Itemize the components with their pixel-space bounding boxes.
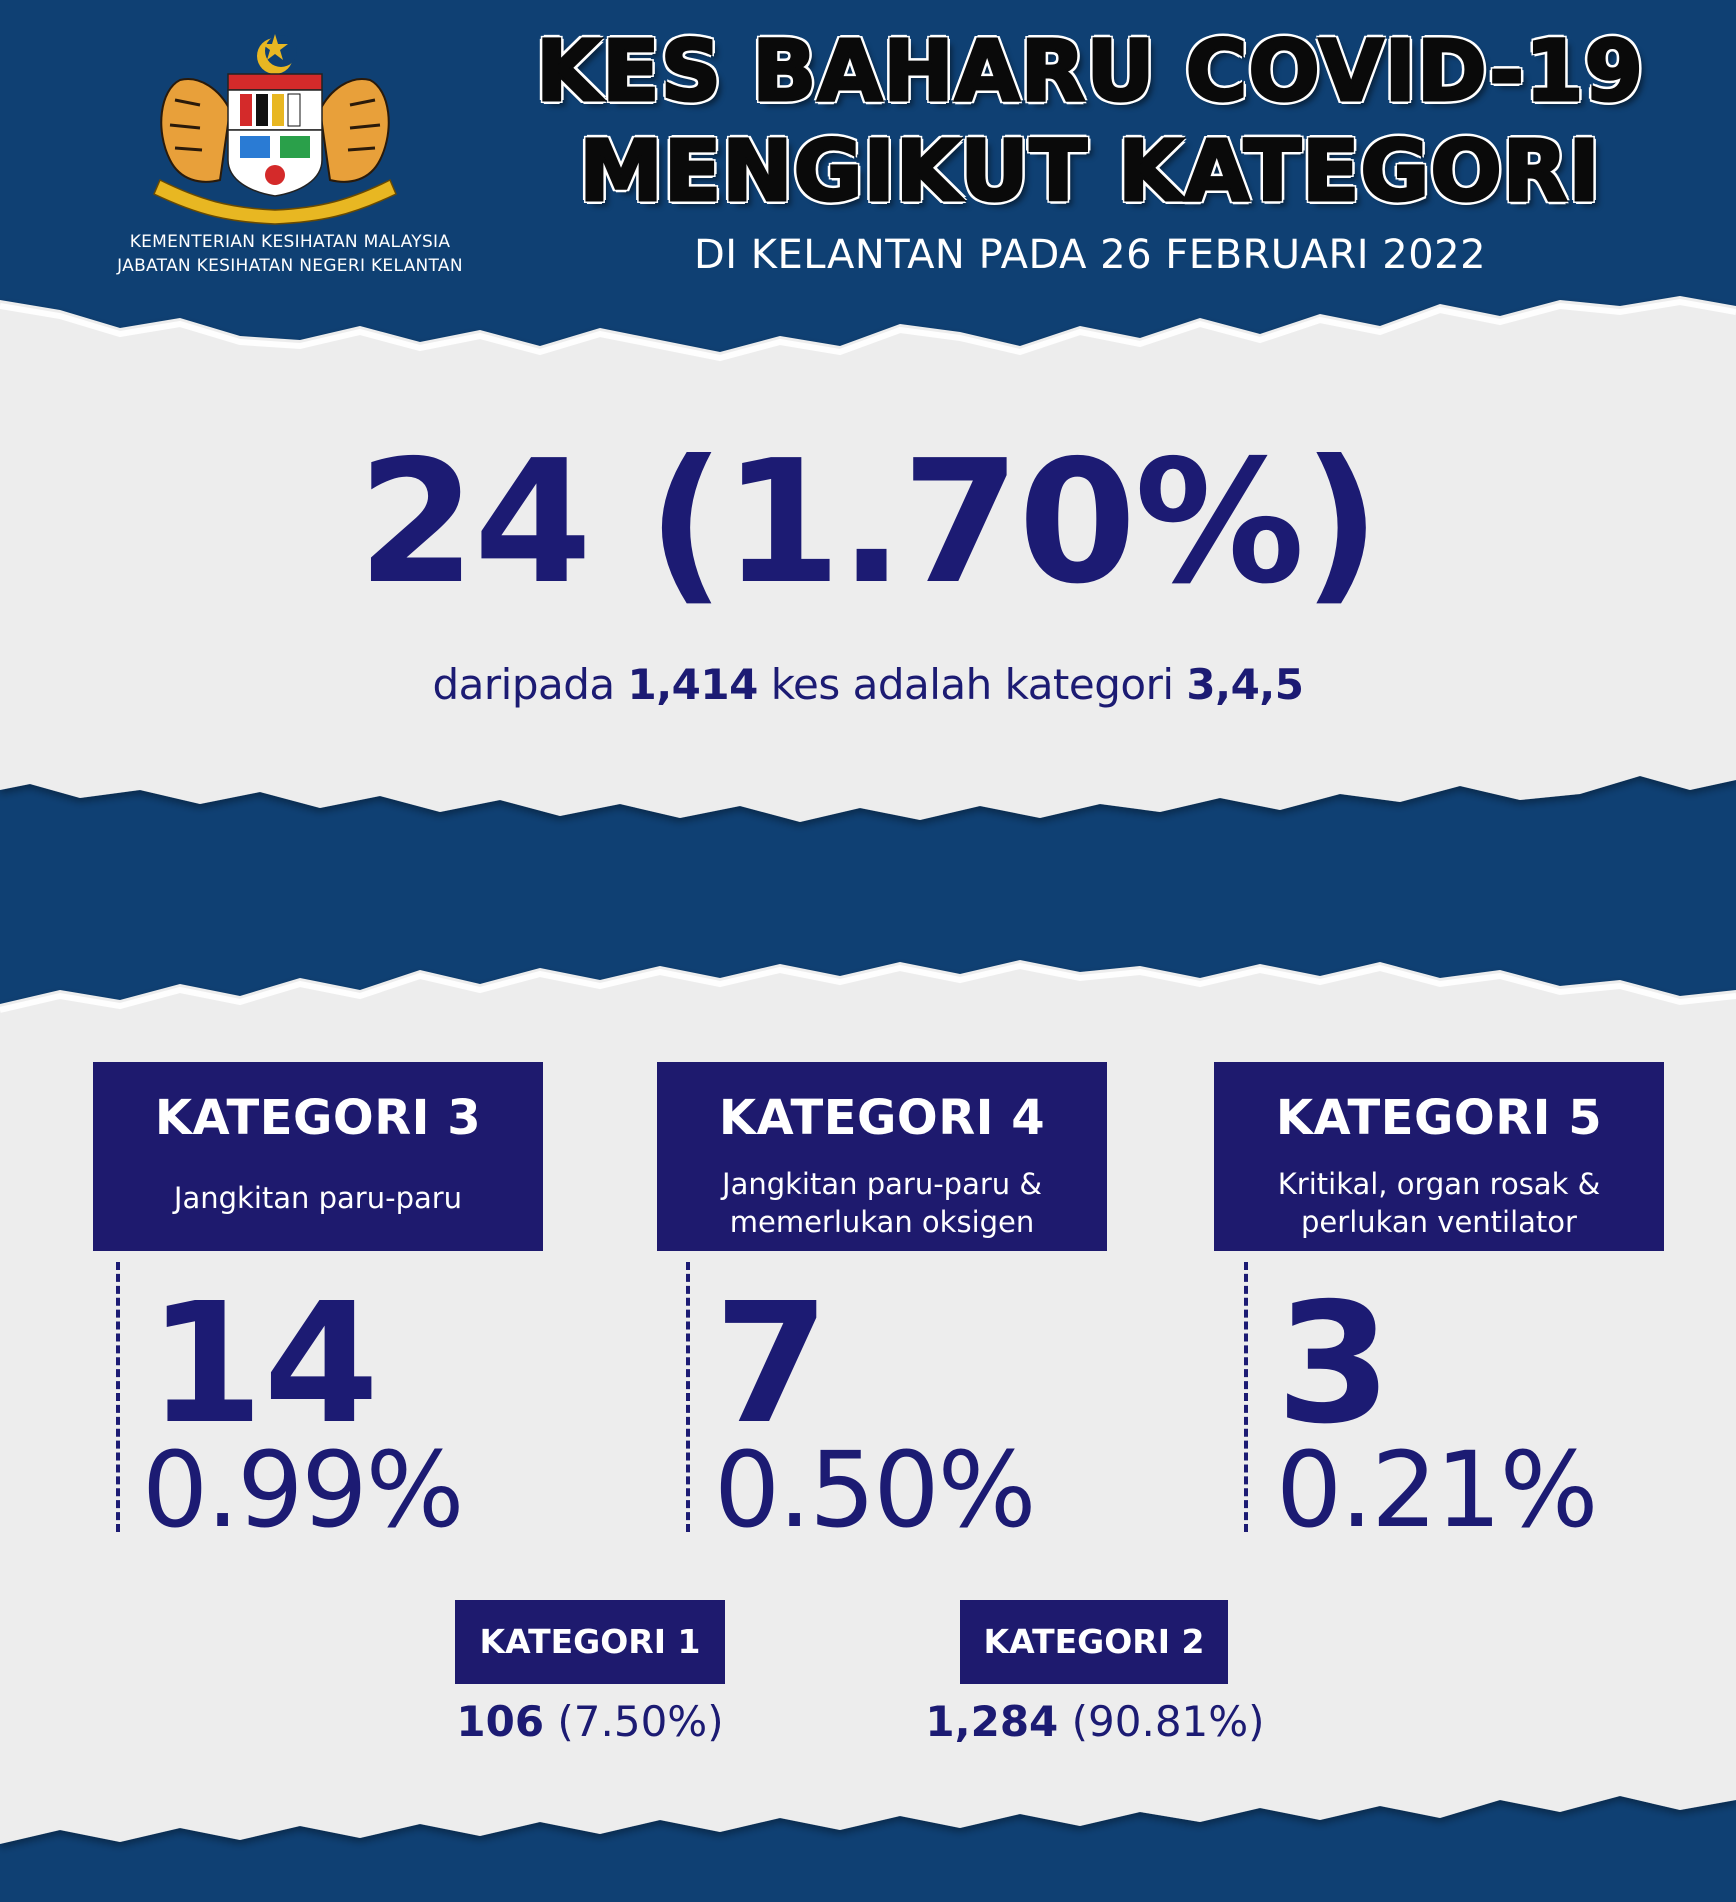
summary-sentence <box>0 660 1736 709</box>
category-3-divider <box>116 1262 120 1532</box>
category-4-percent: 0.50% <box>714 1429 1035 1551</box>
category-5-count: 3 <box>1276 1268 1392 1461</box>
category-5-divider <box>1244 1262 1248 1532</box>
category-5-box <box>1214 1062 1664 1251</box>
summary-total-cases: 1,414 <box>627 660 758 709</box>
title-line-1: KES BAHARU COVID-19 <box>536 22 1644 120</box>
category-4-divider <box>686 1262 690 1532</box>
summary-prefix: daripada <box>432 660 615 709</box>
category-4-count: 7 <box>714 1268 830 1461</box>
category-1-percent: (7.50%) <box>557 1697 724 1746</box>
category-2-stat <box>900 1697 1290 1746</box>
title-line-2: MENGIKUT KATEGORI <box>579 122 1601 220</box>
summary-categories: 3,4,5 <box>1186 660 1304 709</box>
category-2-percent: (90.81%) <box>1071 1697 1265 1746</box>
department-name: JABATAN KESIHATAN NEGERI KELANTAN <box>117 256 463 276</box>
ministry-name: KEMENTERIAN KESIHATAN MALAYSIA <box>129 232 451 252</box>
category-3-percent: 0.99% <box>142 1429 463 1551</box>
report-date-subtitle: DI KELANTAN PADA 26 FEBRUARI 2022 <box>693 232 1487 278</box>
category-5-description: Kritikal, organ rosak & perlukan ventilator <box>1277 1167 1601 1239</box>
malaysia-coat-of-arms-icon <box>140 30 410 225</box>
category-5-title: KATEGORI 5 <box>1275 1090 1603 1146</box>
category-3-title: KATEGORI 3 <box>154 1090 482 1146</box>
summary-middle: kes adalah kategori <box>770 660 1174 709</box>
category-2-count: 1,284 <box>925 1697 1059 1746</box>
category-5-percent: 0.21% <box>1276 1429 1597 1551</box>
category-4-box <box>657 1062 1107 1251</box>
category-2-label: KATEGORI 2 <box>960 1600 1228 1684</box>
total-severe-cases: 24 (1.70%) <box>357 424 1379 622</box>
category-1-stat <box>420 1697 760 1746</box>
category-1-label: KATEGORI 1 <box>455 1600 725 1684</box>
category-3-count: 14 <box>148 1268 380 1461</box>
category-3-box <box>93 1062 543 1251</box>
category-1-count: 106 <box>456 1697 545 1746</box>
category-3-description: Jangkitan paru-paru <box>173 1181 463 1215</box>
category-4-title: KATEGORI 4 <box>718 1090 1046 1146</box>
coat-of-arms-logo <box>140 30 410 225</box>
category-4-description: Jangkitan paru-paru & memerlukan oksigen <box>722 1167 1042 1239</box>
